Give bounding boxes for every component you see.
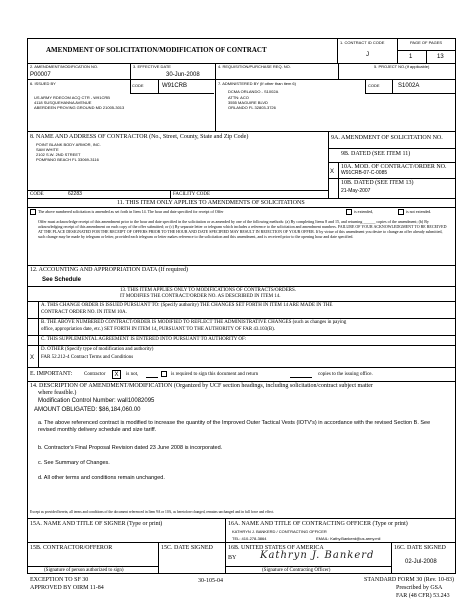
is-not-checkbox[interactable]: X (112, 370, 121, 379)
issued-line-2: 4118 SUSQUEHANNA AVENUE (34, 100, 92, 105)
signer-16a-label: 16A. NAME AND TITLE OF CONTRACTING OFFICER (Type or print) (228, 521, 408, 527)
item-14-para-b: b. Contractor's Final Proposal Revision dated 23 June 2008 is incorporated. (38, 445, 223, 451)
admin-line-3: 3555 MAGUIRE BLVD (228, 100, 268, 105)
item-14-para-c: c. See Summary of Changes. (38, 460, 110, 466)
page-label: PAGE OF PAGES (410, 40, 443, 45)
contract-id-label: 1. CONTRACT ID CODE (340, 40, 385, 45)
officer-tel: TEL: 410-278-3864 (232, 536, 267, 541)
admin-line-1: DCMA ORLANDO - S1002A (228, 89, 279, 94)
signer-16c-label: 16C. DATE SIGNED (394, 545, 446, 551)
not-extended-label: is not extended. (406, 209, 432, 214)
important-contractor: Contractor (84, 372, 106, 377)
officer-email: EMAIL: Kathy.Bankerd@us.army.mil (316, 536, 381, 541)
admin-line-2: ATTN: ACO (228, 95, 249, 100)
issued-code-value: W91CRB (162, 83, 188, 89)
footer-far: FAR (48 CFR) 53.243 (396, 593, 450, 599)
contractor-line-3: 2102 S.W. 2ND STREET (36, 152, 81, 157)
item-12-value: See Schedule (42, 277, 82, 283)
item-11-checkbox[interactable] (30, 209, 36, 215)
item-11-heading: 11. THIS ITEM ONLY APPLIES TO AMENDMENTS OF SOLICITATIONS (117, 200, 305, 206)
is-extended-checkbox[interactable] (346, 209, 352, 215)
is-extended-label: is extended, (354, 209, 374, 214)
item-13-heading-2: IT MODIFIES THE CONTRACT/ORDER NO. AS DESCRIBED IN ITEM 14. (120, 294, 281, 299)
item-13d-check: X (30, 355, 35, 361)
item-13b-text-2: office, appropriation date, etc.) SET FORTH IN ITEM 14, PURSUANT TO THE AUTHORITY OF FAR 43.103(B). (41, 327, 275, 332)
amendment-no-value: P00007 (30, 72, 51, 78)
footer-form-number: 30-105-04 (198, 578, 223, 584)
contractor-code-value: 62283 (68, 191, 82, 197)
officer-signature: Kathryn J. Bankerd (260, 550, 375, 561)
box-10a-value: W91CRB-07-C-0085 (341, 170, 388, 176)
amendment-no-label: 2. AMENDMENT/MODIFICATION NO. (30, 64, 99, 69)
item-13d-value: FAR 52.212-4 Contract Terms and Conditions (41, 355, 134, 360)
signer-15a-label: 15A. NAME AND TITLE OF SIGNER (Type or print) (30, 521, 163, 527)
item-13a-text: A. THIS CHANGE ORDER IS ISSUED PURSUANT TO: (Specify authority) THE CHANGES SET FORTH IN ITEM 14 ARE MADE IN THE (41, 303, 333, 308)
effective-date-label: 3. EFFECTIVE DATE (133, 64, 171, 69)
box-9b-label: 9B. DATED (SEE ITEM 11) (341, 151, 411, 157)
signer-15c-label: 15C. DATE SIGNED (161, 545, 213, 551)
box-10a-check: X (330, 169, 335, 175)
sig-officer-caption: (Signature of Contracting Officer) (262, 568, 331, 573)
important-label: E. IMPORTANT: (30, 371, 73, 377)
box-10b-label: 10B. DATED (SEE ITEM 13) (341, 180, 414, 186)
is-required-checkbox[interactable] (161, 371, 167, 377)
form-title: AMENDMENT OF SOLICITATION/MODIFICATION OF CONTRACT (46, 46, 267, 54)
contractor-line-1: POINT BLANK BODY ARMOR, INC. (36, 142, 101, 147)
item-13a-text-2: CONTRACT ORDER NO. IN ITEM 10A. (41, 310, 127, 315)
admin-line-4: ORLANDO FL 32803-3726 (228, 105, 276, 110)
issued-line-1: US ARMY RDECOM ACQ CTR - W91CRB (34, 95, 110, 100)
box-10b-value: 21-May-2007 (341, 188, 371, 194)
item-13d-text: D. OTHER (Specify type of modification and authority) (41, 347, 154, 352)
copies-label: copies to the issuing office. (318, 372, 373, 377)
except-note: Except as provided herein, all terms and conditions of the document referenced in Item 9A or 10A, as heretofore changed, remains unchanged and in full force and effect. (30, 510, 275, 514)
page-current: 1 (409, 54, 413, 60)
footer-approved: APPROVED BY OIRM 11-84 (30, 585, 104, 591)
page-total: 13 (437, 54, 444, 60)
signer-15b-label: 15B. CONTRACTOR/OFFEROR (30, 545, 113, 551)
is-not-label: is not, (126, 372, 139, 377)
modification-control-number: Modification Control Number: wall10082095 (38, 398, 155, 404)
administered-by-label: 7. ADMINISTERED BY (If other than item 6) (218, 81, 296, 86)
facility-code-label: FACILITY CODE (173, 192, 211, 197)
admin-code-label: CODE (368, 83, 380, 88)
item-14-para-a: a. The above referenced contract is modified to increase the quantity of the Improved Outer Tactical Vests (IOTV's) in accordance with the revised Section B. See revised monthly delivery schedule and size tariff. (38, 420, 431, 433)
contractor-code-label: CODE (30, 192, 44, 197)
issued-line-3: ABERDEEN PROVING GROUND MD 21005-3013 (34, 105, 125, 110)
footer-exception: EXCEPTION TO SF 30 (30, 577, 89, 583)
item-12-label: 12. ACCOUNTING AND APPROPRIATION DATA (If required) (30, 267, 189, 273)
item-14-label-2: where feasible.) (38, 390, 77, 396)
item-11-paragraph: Offer must acknowledge receipt of this amendment prior to the hour and date specified in the solicitation or as amended by one of the following methods: (a) By completing Items 8 and 15, and returning ______ copies of the amendment; (b) By acknowledging receipt of this amendment on each copy of the offer submitted; or (c) By separate letter or telegram which includes a reference to the solicitation and amendment numbers. FAILURE OF YOUR ACKNOWLEDGMENT TO BE RECEIVED AT THE PLACE DESIGNATED FOR THE RECEIPT OF OFFERS PRIOR TO THE HOUR AND DATE SPECIFIED MAY RESULT IN REJECTION OF YOUR OFFER. If by virtue of this amendment you desire to change an offer already submitted, such change may be made by telegram or letter, provided each telegram or letter makes reference to the solicitation and this amendment, and is received prior to the opening hour and date specified. (38, 219, 447, 239)
footer-prescribed: Prescribed by GSA (396, 585, 443, 591)
admin-code-value: S1002A (398, 83, 420, 89)
issued-by-label: 6. ISSUED BY (30, 81, 56, 86)
contractor-line-2: SAM WHITE (36, 147, 59, 152)
signer-16b-label: 16B. UNITED STATES OF AMERICA (228, 545, 324, 551)
not-extended-checkbox[interactable] (398, 209, 404, 215)
contractor-label: 8. NAME AND ADDRESS OF CONTRACTOR (No., Street, County, State and Zip Code) (30, 134, 249, 140)
item-14-label: 14. DESCRIPTION OF AMENDMENT/MODIFICATION (Organized by UCF section headings, including solicitation/contract subject matter (30, 383, 373, 389)
contractor-line-4: POMPANO BEACH FL 33069-3116 (36, 157, 99, 162)
box-9a-label: 9A. AMENDMENT OF SOLICITATION NO. (331, 135, 443, 141)
sig-person-caption: (Signature of person authorized to sign) (44, 568, 124, 573)
by-label: BY (228, 555, 237, 561)
requisition-label: 4. REQUISITION/PURCHASE REQ. NO. (218, 64, 291, 69)
item-13c-text: C. THIS SUPPLEMENTAL AGREEMENT IS ENTERED INTO PURSUANT TO AUTHORITY OF: (41, 337, 247, 342)
item-11-line: The above numbered solicitation is amended as set forth in Item 14. The hour and date specified for receipt of Offer (38, 209, 224, 214)
item-13b-text: B. THE ABOVE NUMBERED CONTRACT/ORDER IS MODIFIED TO REFLECT THE ADMINISTRATIVE CHANGES (such as changes in paying (41, 320, 347, 325)
amount-obligated: AMOUNT OBLIGATED: $86,184,060.00 (34, 407, 141, 413)
item-14-para-d: d. All other terms and conditions remain unchanged. (38, 475, 165, 481)
box-10a-label: 10A. MOD. OF CONTRACT/ORDER NO. (341, 164, 447, 170)
item-13-heading-1: 13. THIS ITEM APPLIES ONLY TO MODIFICATIONS OF CONTRACTS/ORDERS. (120, 288, 297, 293)
is-required-label: is required to sign this document and return (171, 372, 259, 377)
project-no-label: 5. PROJECT NO.(If applicable) (374, 64, 430, 69)
issued-code-label: CODE (132, 83, 144, 88)
footer-standard-form: STANDARD FORM 30 (Rev. 10-83) (364, 577, 454, 583)
effective-date-value: 30-Jun-2008 (166, 72, 200, 78)
contract-id-value: J (366, 52, 369, 58)
contracting-officer-name: KATHRYN J. BANKERD / CONTRACTING OFFICER (232, 529, 327, 534)
signer-16c-value: 02-Jul-2008 (405, 559, 437, 565)
